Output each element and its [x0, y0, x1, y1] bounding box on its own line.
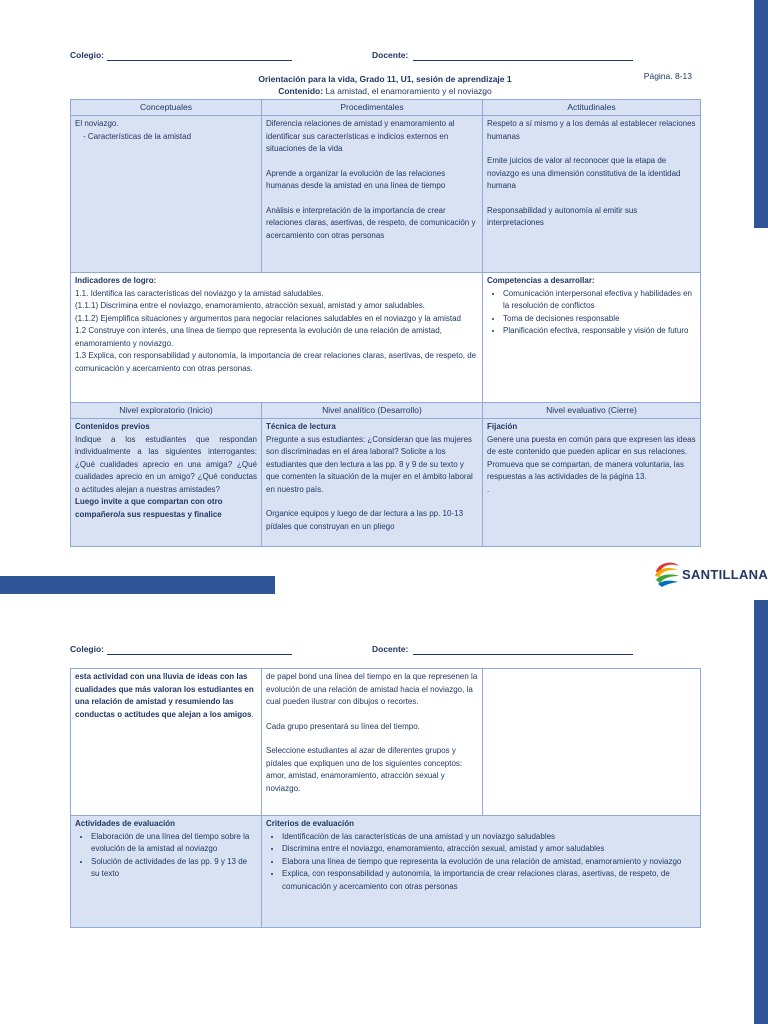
contents-row	[71, 116, 701, 273]
actividades-evaluacion-heading: Actividades de evaluación	[75, 819, 176, 828]
levels-header-row	[71, 403, 701, 419]
actitudinal-2: Emite juicios de valor al reconocer que la etapa de noviazgo es una dimensión constitutiva de la identidad humana	[487, 156, 681, 190]
indicador-4: 1.2 Construye con interés, una línea de tiempo que representa la evolución de una relación de amistad, enamoramiento y noviazgo.	[75, 326, 442, 348]
indicador-1: 1.1. Identifica las características del noviazgo y la amistad saludables.	[75, 288, 324, 298]
tecnica-lectura-heading: Técnica de lectura	[266, 422, 336, 431]
continued-col2-c: Seleccione estudiantes al azar de diferentes grupos y pídales que expliquen uno de los siguientes conceptos: amor, amistad, enamoramiento, atracción sexual y noviazgo.	[266, 746, 463, 793]
competencias-heading: Competencias a desarrollar:	[487, 276, 595, 285]
criterio-item: • Explica, con responsabilidad y autonomía, la importancia de crear relaciones claras, asertivas, de respeto, de comunicación y acercamiento con otras personas	[282, 868, 696, 893]
actividad-item: • Elaboración de una línea del tiempo sobre la evolución de la amistad al noviazgo	[91, 831, 257, 856]
actividades-evaluacion-list	[75, 831, 257, 881]
indicators-row	[71, 273, 701, 403]
colegio-line	[107, 654, 292, 655]
session-title	[70, 73, 700, 97]
procedimental-3: Análisis e interpretación de la importancia de crear relaciones claras, asertivas, de respeto, de comunicación y acercamiento con otras personas	[266, 205, 476, 240]
conceptual-item: El noviazgo.	[75, 119, 119, 128]
procedimentales-cell	[262, 116, 483, 273]
colegio-label: Colegio:	[70, 644, 104, 654]
levels-row	[71, 419, 701, 547]
conceptuales-cell	[71, 116, 262, 273]
indicadores-heading: Indicadores de logro:	[75, 276, 157, 285]
tecnica-lectura-text: Pregunte a sus estudiantes: ¿Consideran que las mujeres son discriminadas en el área laboral? Solicite a los estudiantes que den lectura a las pp. 8 y 9 de su texto y que comenten la situación de la mujer en el ámbito laboral en nuestro país.	[266, 434, 473, 494]
fijacion-dot: .	[487, 484, 490, 494]
logo-text: SANTILLANA	[682, 567, 768, 582]
indicador-2: (1.1.1) Discrimina entre el noviazgo, enamoramiento, atracción sexual, amistad y amor saludables.	[75, 301, 425, 310]
continued-col1-text: esta actividad con una lluvia de ideas con las cualidades que más valoran los estudiantes en una relación de amistad y resumiendo las conductas o actitudes que alejan a los amigos	[75, 672, 254, 719]
right-accent-bar	[754, 600, 768, 1024]
criterios-evaluacion-heading: Criterios de evaluación	[266, 819, 355, 828]
col-procedimentales: Procedimentales	[262, 100, 483, 116]
fijacion-text: Genere una puesta en común para que expresen las ideas de este contenido que pueden aplicar en sus relaciones. Promueva que se compartan, de manera voluntaria, las respuestas a las actividades de la página 13.	[487, 434, 696, 481]
docente-line	[413, 654, 633, 655]
fijacion-cell	[483, 419, 701, 547]
criterio-item: • Elabora una línea de tiempo que representa la evolución de una relación de amistad, enamoramiento y noviazgo	[282, 856, 696, 869]
tecnica-lectura-cell	[262, 419, 483, 547]
competencia-item: • Planificación efectiva, responsable y visión de futuro	[503, 325, 696, 338]
contenidos-previos-heading: Contenidos previos	[75, 422, 150, 431]
bottom-accent-bar	[0, 576, 275, 594]
continued-col1-end: .	[251, 709, 254, 719]
contenidos-previos-cell	[71, 419, 262, 547]
indicadores-cell	[71, 273, 483, 403]
continued-col3-cell	[483, 669, 701, 816]
tecnica-lectura-text-2: Organice equipos y luego de dar lectura a las pp. 10-13 pídales que construyan en un pliego	[266, 509, 464, 531]
column-header-row	[71, 100, 701, 116]
planning-table	[70, 99, 701, 547]
criterio-item: • Discrimina entre el noviazgo, enamoramiento, atracción sexual, amistad y amor saludables	[282, 843, 696, 856]
actitudinal-1: Respeto a sí mismo y a los demás al establecer relaciones humanas	[487, 119, 696, 141]
actitudinales-cell	[483, 116, 701, 273]
competencia-item: • Comunicación interpersonal efectiva y habilidades en la resolución de conflictos	[503, 288, 696, 313]
actitudinal-3: Responsabilidad y autonomía al emitir sus interpretaciones	[487, 205, 638, 227]
actividades-evaluacion-cell	[71, 816, 262, 928]
col-actitudinales: Actitudinales	[483, 100, 701, 116]
nivel-analitico: Nivel analítico (Desarrollo)	[262, 403, 483, 419]
competencia-item: • Toma de decisiones responsable	[503, 313, 696, 326]
evaluation-row	[71, 816, 701, 928]
docente-label: Docente:	[372, 50, 409, 60]
fijacion-heading: Fijación	[487, 422, 518, 431]
indicador-3: (1.1.2) Ejemplifica situaciones y argumentos para negociar relaciones saludables en el noviazgo y la amistad	[75, 313, 461, 323]
conceptual-subitem: - Características de la amistad	[83, 131, 192, 141]
competencias-list	[487, 288, 696, 338]
docente-line	[413, 60, 633, 61]
contenidos-previos-text: Indique a los estudiantes que respondan individualmente a las siguientes interrogantes: ¿Qué cualidades aprecio en una amiga? ¿Qué cualidades aprecio en un amigo? ¿Qué conductas o actitudes alejan a nuestras amistades?	[75, 434, 257, 494]
indicador-5: 1.3 Explica, con responsabilidad y autonomía, la importancia de crear relaciones claras, asertivas, de respeto, de comunicación y acercamiento con otras personas.	[75, 351, 477, 373]
criterios-evaluacion-cell	[262, 816, 701, 928]
colegio-label: Colegio:	[70, 50, 104, 60]
procedimental-1: Diferencia relaciones de amistad y enamoramiento al identificar sus características e indicios externos en situaciones de la vida	[266, 119, 455, 153]
docente-label: Docente:	[372, 644, 409, 654]
nivel-exploratorio: Nivel exploratorio (Inicio)	[71, 403, 262, 419]
continued-col2-a: de papel bond una línea del tiempo en la que represenen la evolución de una relación de amistad hacia el noviazgo, la cual pueden ilustrar con dibujos o recortes.	[266, 672, 478, 706]
session-content	[70, 85, 700, 97]
document-page-2	[0, 600, 768, 1024]
planning-table-continued	[70, 668, 701, 928]
right-accent-bar	[754, 0, 768, 228]
continued-col2-cell	[262, 669, 483, 816]
col-conceptuales: Conceptuales	[71, 100, 262, 116]
contenidos-previos-bold: Luego invite a que compartan con otro compañero/a sus respuestas y finalice	[75, 497, 223, 519]
session-title-main: Orientación para la vida, Grado 11, U1, sesión de aprendizaje 1	[258, 74, 512, 84]
criterios-evaluacion-list	[266, 831, 696, 894]
content-text: La amistad, el enamoramiento y el noviazgo	[323, 86, 492, 96]
page-reference: Página. 8-13	[643, 71, 692, 81]
santillana-swirl-icon	[652, 558, 682, 588]
santillana-logo	[652, 556, 768, 588]
colegio-line	[107, 60, 292, 61]
nivel-evaluativo: Nivel evaluativo (Cierre)	[483, 403, 701, 419]
criterio-item: • Identificación de las características de una amistad y un noviazgo saludables	[282, 831, 696, 844]
actividad-item: • Solución de actividades de las pp. 9 y 13 de su texto	[91, 856, 257, 881]
continued-col2-b: Cada grupo presentará su línea del tiempo.	[266, 721, 420, 731]
continued-col1-cell	[71, 669, 262, 816]
procedimental-2: Aprende a organizar la evolución de las relaciones humanas desde la amistad en una línea de tiempo	[266, 168, 446, 190]
content-label: Contenido:	[278, 86, 324, 96]
continued-levels-row	[71, 669, 701, 816]
competencias-cell	[483, 273, 701, 403]
